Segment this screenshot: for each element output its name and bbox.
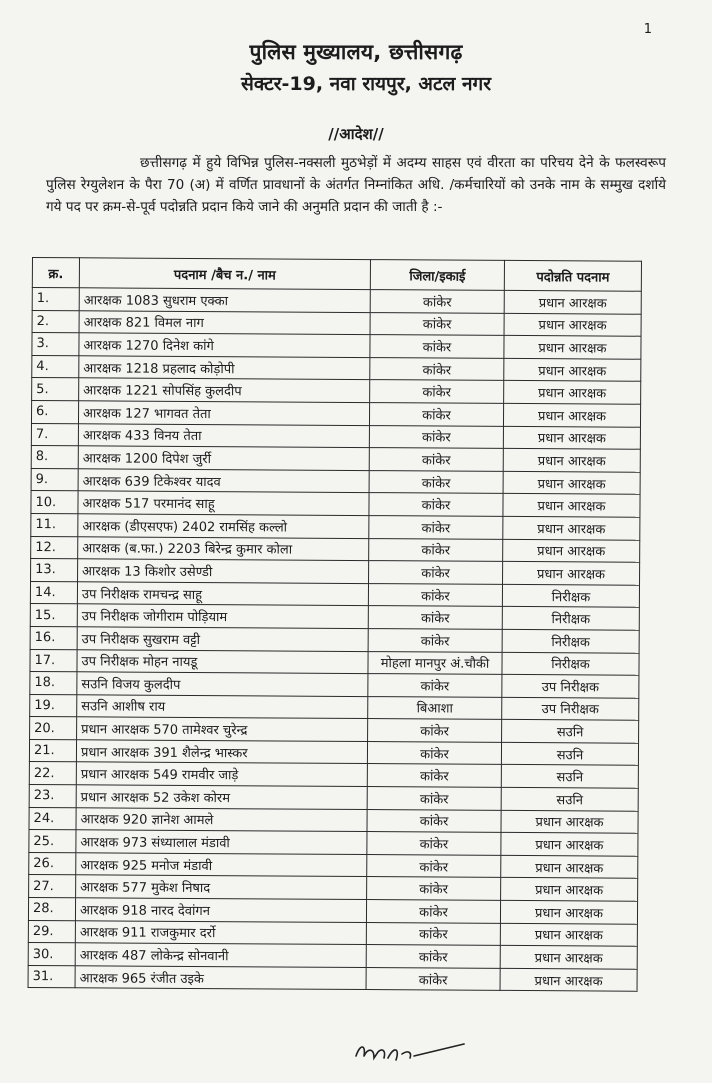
designation-name-cell: आरक्षक 577 मुकेश निषाद [76, 875, 367, 899]
promoted-rank-cell: प्रधान आरक्षक [501, 810, 638, 833]
district-cell: कांकेर [366, 900, 500, 923]
designation-name-cell: आरक्षक 1083 सुधराम एक्का [79, 288, 370, 312]
promoted-rank-cell: प्रधान आरक्षक [504, 336, 641, 359]
promoted-rank-cell: सउनि [501, 742, 638, 765]
promoted-rank-cell: प्रधान आरक्षक [501, 878, 638, 901]
promoted-rank-cell: सउनि [501, 765, 638, 788]
district-cell: कांकेर [367, 764, 501, 787]
designation-name-cell: आरक्षक 13 किशोर उसेण्डी [78, 559, 369, 583]
district-cell: कांकेर [367, 877, 501, 900]
designation-name-cell: प्रधान आरक्षक 549 रामवीर जाड़े [76, 762, 367, 786]
serial-number-cell: 5. [32, 378, 79, 401]
promoted-rank-cell: प्रधान आरक्षक [500, 900, 637, 923]
serial-number-cell: 15. [30, 604, 77, 627]
promoted-rank-cell: प्रधान आरक्षक [503, 539, 640, 562]
district-cell: बिआशा [368, 696, 502, 719]
designation-name-cell: उप निरीक्षक सुखराम वट्टी [77, 627, 368, 651]
serial-number-cell: 10. [31, 491, 78, 514]
district-cell: कांकेर [369, 493, 503, 516]
district-cell: कांकेर [369, 561, 503, 584]
signature-mark [352, 1038, 472, 1068]
designation-name-cell: आरक्षक 821 विमल नाग [79, 310, 370, 334]
district-cell: कांकेर [370, 380, 504, 403]
designation-name-cell: उप निरीक्षक मोहन नायडू [77, 649, 368, 673]
designation-name-cell: आरक्षक 920 ज्ञानेश आमले [76, 807, 367, 831]
designation-name-cell: आरक्षक 918 नारद देवांगन [75, 898, 366, 922]
designation-name-cell: आरक्षक 1270 दिनेश कांगे [79, 333, 370, 357]
header-title: पुलिस मुख्यालय, छत्तीसगढ़ [249, 40, 463, 64]
serial-number-cell: 6. [31, 400, 78, 423]
district-cell: कांकेर [369, 470, 503, 493]
district-cell: कांकेर [370, 357, 504, 380]
district-cell: कांकेर [369, 425, 503, 448]
district-cell: कांकेर [366, 945, 500, 968]
designation-name-cell: प्रधान आरक्षक 570 तामेश्वर चुरेन्द्र [77, 717, 368, 741]
promoted-rank-cell: निरीक्षक [502, 629, 639, 652]
serial-number-cell: 13. [31, 559, 78, 582]
promoted-rank-cell: उप निरीक्षक [502, 697, 639, 720]
serial-number-cell: 17. [30, 649, 77, 672]
promoted-rank-cell: प्रधान आरक्षक [503, 471, 640, 494]
serial-number-cell: 7. [31, 423, 78, 446]
designation-name-cell: आरक्षक 1200 दिपेश जुर्री [78, 446, 369, 470]
promoted-rank-cell: सउनि [502, 720, 639, 743]
serial-number-cell: 18. [30, 672, 77, 695]
district-cell: कांकेर [366, 967, 500, 990]
district-cell: मोहला मानपुर अं.चौकी [368, 651, 502, 674]
serial-number-cell: 23. [29, 785, 76, 808]
district-cell: कांकेर [369, 448, 503, 471]
serial-number-cell: 9. [31, 468, 78, 491]
serial-number-cell: 22. [29, 762, 76, 785]
district-cell: कांकेर [367, 741, 501, 764]
district-cell: कांकेर [367, 787, 501, 810]
serial-number-cell: 2. [32, 310, 79, 333]
promoted-rank-cell: प्रधान आरक्षक [503, 562, 640, 585]
district-cell: कांकेर [368, 583, 502, 606]
serial-number-cell: 11. [31, 513, 78, 536]
promoted-rank-cell: प्रधान आरक्षक [503, 426, 640, 449]
header-district: जिला/इकाई [370, 260, 504, 291]
serial-number-cell: 12. [31, 536, 78, 559]
designation-name-cell: आरक्षक 973 संध्यालाल मंडावी [76, 830, 367, 854]
serial-number-cell: 1. [32, 288, 79, 311]
designation-name-cell: आरक्षक 517 परमानंद साहू [78, 491, 369, 515]
promoted-rank-cell: प्रधान आरक्षक [500, 946, 637, 969]
district-cell: कांकेर [370, 290, 504, 313]
serial-number-cell: 30. [28, 943, 75, 966]
order-title: //आदेश// [328, 125, 384, 143]
designation-name-cell: आरक्षक 925 मनोज मंडावी [76, 853, 367, 877]
page-number: 1 [643, 22, 652, 37]
designation-name-cell: आरक्षक 965 रंजीत उइके [75, 966, 366, 990]
designation-name-cell: आरक्षक 1221 सोपसिंह कुलदीप [79, 378, 370, 402]
designation-name-cell: आरक्षक 639 टिकेश्वर यादव [78, 469, 369, 493]
district-cell: कांकेर [369, 538, 503, 561]
header-address: सेक्टर-19, नवा रायपुर, अटल नगर [240, 73, 492, 95]
header-promoted-rank: पदोन्नति पदनाम [504, 260, 641, 291]
designation-name-cell: आरक्षक 1218 प्रहलाद कोड़ोपी [79, 356, 370, 380]
promoted-rank-cell: निरीक्षक [502, 652, 639, 675]
serial-number-cell: 21. [29, 739, 76, 762]
serial-number-cell: 26. [29, 852, 76, 875]
promoted-rank-cell: प्रधान आरक्षक [501, 833, 638, 856]
serial-number-cell: 3. [32, 333, 79, 356]
table-row [28, 965, 637, 991]
promoted-rank-cell: प्रधान आरक्षक [503, 403, 640, 426]
table-header-row [32, 258, 641, 292]
designation-name-cell: उप निरीक्षक जोगीराम पोड़ियाम [77, 604, 368, 628]
district-cell: कांकेर [367, 809, 501, 832]
promoted-rank-cell: निरीक्षक [502, 607, 639, 630]
promoted-rank-cell: प्रधान आरक्षक [501, 855, 638, 878]
header-serial: क्र. [32, 258, 79, 288]
promotion-table [28, 257, 642, 992]
serial-number-cell: 14. [30, 581, 77, 604]
designation-name-cell: आरक्षक (ब.फा.) 2203 बिरेन्द्र कुमार कोला [78, 536, 369, 560]
promoted-rank-cell: प्रधान आरक्षक [503, 516, 640, 539]
designation-name-cell: आरक्षक 911 राजकुमार दर्रो [75, 920, 366, 944]
intro-paragraph: छत्तीसगढ़ में हुये विभिन्न पुलिस-नक्सली मुठभेड़ों में अदम्य साहस एवं वीरता का परिचय देने के फलस्वरूप पुलिस रेग्युलेशन के पैरा 70 (अ) में वर्णित प्रावधानों के अंतर्गत निम्नांकित अधि. /कर्मचारियों को उनके नाम के सम्मुख दर्शाये गये पद पर क्रम-से-पूर्व पदोन्नति प्रदान किये जाने की अनुमति प्रदान की जाती है :- [46, 155, 666, 215]
promoted-rank-cell: सउनि [501, 787, 638, 810]
designation-name-cell: आरक्षक 127 भागवत तेता [78, 401, 369, 425]
promoted-rank-cell: प्रधान आरक्षक [500, 968, 637, 991]
serial-number-cell: 8. [31, 446, 78, 469]
promoted-rank-cell: प्रधान आरक्षक [504, 290, 641, 313]
serial-number-cell: 19. [30, 694, 77, 717]
district-cell: कांकेर [369, 516, 503, 539]
promoted-rank-cell: प्रधान आरक्षक [500, 923, 637, 946]
designation-name-cell: प्रधान आरक्षक 52 उकेश कोरम [76, 785, 367, 809]
serial-number-cell: 16. [30, 626, 77, 649]
district-cell: कांकेर [369, 403, 503, 426]
promoted-rank-cell: प्रधान आरक्षक [503, 449, 640, 472]
promoted-rank-cell: प्रधान आरक्षक [503, 494, 640, 517]
designation-name-cell: प्रधान आरक्षक 391 शैलेन्द्र भास्कर [76, 740, 367, 764]
promoted-rank-cell: प्रधान आरक्षक [504, 358, 641, 381]
designation-name-cell: उप निरीक्षक रामचन्द्र साहू [77, 582, 368, 606]
district-cell: कांकेर [368, 628, 502, 651]
district-cell: कांकेर [368, 606, 502, 629]
serial-number-cell: 25. [29, 830, 76, 853]
designation-name-cell: सउनि विजय कुलदीप [77, 672, 368, 696]
district-cell: कांकेर [370, 335, 504, 358]
district-cell: कांकेर [368, 674, 502, 697]
signature [352, 1038, 472, 1068]
serial-number-cell: 24. [29, 807, 76, 830]
serial-number-cell: 4. [32, 355, 79, 378]
promoted-rank-cell: निरीक्षक [502, 584, 639, 607]
district-cell: कांकेर [367, 854, 501, 877]
serial-number-cell: 31. [28, 965, 75, 988]
serial-number-cell: 28. [28, 898, 75, 921]
designation-name-cell: आरक्षक 487 लोकेन्द्र सोनवानी [75, 943, 366, 967]
district-cell: कांकेर [366, 922, 500, 945]
designation-name-cell: सउनि आशीष राय [77, 694, 368, 718]
promoted-rank-cell: प्रधान आरक्षक [504, 313, 641, 336]
district-cell: कांकेर [368, 719, 502, 742]
serial-number-cell: 20. [30, 717, 77, 740]
document-header [0, 38, 712, 96]
serial-number-cell: 27. [29, 875, 76, 898]
designation-name-cell: आरक्षक 433 विनय तेता [78, 423, 369, 447]
header-designation-name: पदनाम /बैच न./ नाम [79, 258, 370, 290]
district-cell: कांकेर [367, 832, 501, 855]
district-cell: कांकेर [370, 312, 504, 335]
serial-number-cell: 29. [28, 920, 75, 943]
promoted-rank-cell: उप निरीक्षक [502, 674, 639, 697]
promoted-rank-cell: प्रधान आरक्षक [504, 381, 641, 404]
designation-name-cell: आरक्षक (डीएसएफ) 2402 रामसिंह कल्लो [78, 514, 369, 538]
